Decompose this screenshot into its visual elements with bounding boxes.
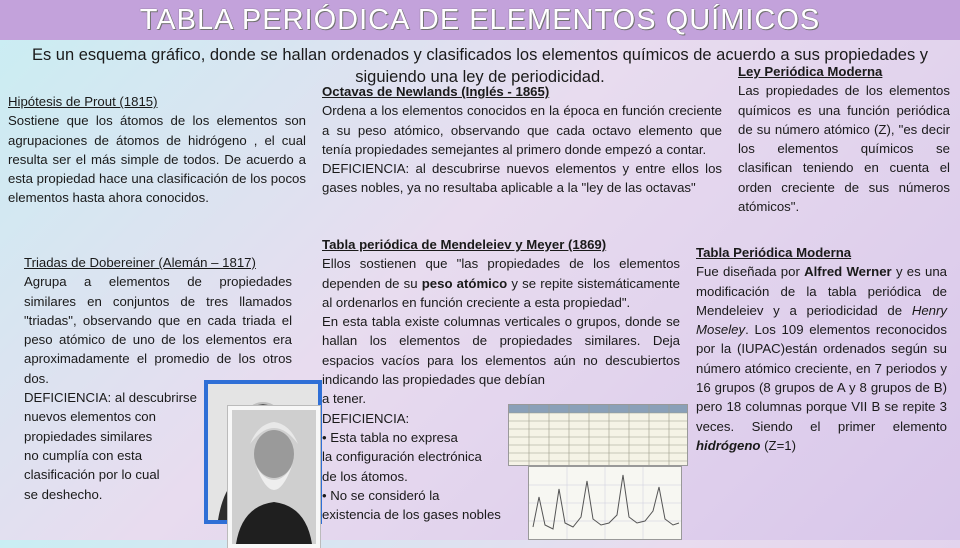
dobereiner-text: Agrupa a elementos de propiedades similares en conjuntos de tres llamados "triadas", observando que en cada triada el peso atómico de uno de los elementos era aproximadamente el promedio de los otros dos. — [24, 274, 292, 386]
mendeleiev-deficiency-line: la configuración electrónica — [322, 449, 482, 465]
dobereiner-heading: Triadas de Dobereiner (Alemán – 1817) — [24, 255, 256, 270]
moderna-hydrogen: hidrógeno — [696, 437, 761, 453]
dobereiner-deficiency-line: clasificación por lo cual — [24, 467, 160, 483]
mendeleiev-text — [322, 254, 680, 312]
dobereiner-deficiency-line: no cumplía con esta — [24, 447, 143, 463]
dobereiner-deficiency-line: se deshecho. — [24, 486, 103, 502]
moderna-text-part3: . Los 109 elementos reconocidos por la (IUPAC)están ordenados según su número atómico creciente, en 7 periodos y 16 grupos (8 grupos de A y 8 grupos de B) pero 18 columnas porque VII B se repite 3 veces. Siendo el primer elemento — [696, 322, 947, 434]
mendeleiev-deficiency-line: de los átomos. — [322, 468, 408, 484]
atomic-volume-graph-drawing — [529, 467, 681, 539]
prout-heading: Hipótesis de Prout (1815) — [8, 94, 158, 109]
moderna-text-part2: y es una modificación de la tabla periódica de Mendeleiev y a periodicidad de — [696, 264, 947, 318]
ley-section — [738, 62, 950, 216]
portrait-mendeleiev-image — [232, 410, 316, 544]
newlands-text: Ordena a los elementos conocidos en la época en función creciente a su peso atómico, observando que cada octavo elemento que tenía propiedades semejantes al primero donde empezó a contar. — [322, 103, 722, 157]
ley-text: Las propiedades de los elementos químicos es una función periódica de su número atómico (Z), "es decir los elementos químicos se clasifican teniendo en cuenta el orden creciente de sus números atómicos". — [738, 83, 950, 215]
mendeleiev-deficiency-line: existencia de los gases nobles — [322, 507, 501, 523]
intro-text: Es un esquema gráfico, donde se hallan ordenados y clasificados los elementos químicos de acuerdo a sus propiedades y siguiendo una ley de periodicidad. — [31, 46, 929, 86]
dobereiner-deficiency-line: propiedades similares — [24, 428, 153, 444]
page-title: TABLA PERIÓDICA DE ELEMENTOS QUÍMICOS — [139, 4, 821, 36]
prout-text: Sostiene que los átomos de los elementos son agrupaciones de átomos de hidrógeno , el cual resulta ser el más simple de todos. De acuerdo a esta propiedad hace una clasificación de los pocos elementos hasta ahora conocidos. — [8, 113, 306, 206]
mendeleiev-deficiency-line: • No se consideró la — [322, 487, 440, 503]
prout-section — [8, 92, 306, 208]
moderna-section — [696, 243, 947, 455]
moderna-werner: Alfred Werner — [804, 264, 892, 280]
mendeleiev-bold-term: peso atómico — [421, 275, 508, 291]
mendeleiev-deficiency-line: DEFICIENCIA: — [322, 410, 410, 426]
mendeleiev-heading: Tabla periódica de Mendeleiev y Meyer (1869) — [322, 237, 607, 252]
mendeleiev-text2: En esta tabla existe columnas verticales o grupos, donde se hallan los elementos de propiedades similares. Deja espacios vacíos para los elementos aún no descubiertos indicando las propiedades que debían — [322, 314, 680, 388]
moderna-text-part4: (Z=1) — [764, 437, 797, 453]
atomic-volume-graph-image — [528, 466, 682, 540]
moderna-heading: Tabla Periódica Moderna — [696, 245, 852, 260]
mendeleiev-deficiency-line: a tener. — [322, 391, 366, 407]
title-bar — [0, 0, 960, 40]
newlands-heading: Octavas de Newlands (Inglés - 1865) — [322, 84, 550, 99]
moderna-text-part1: Fue diseñada por — [696, 264, 800, 280]
newlands-section — [322, 82, 722, 198]
dobereiner-deficiency-line: DEFICIENCIA: al descubrirse — [24, 390, 197, 406]
mendeleiev-text-end: y se repite sistemáticamente al ordenarlos en función creciente a esta propiedad". — [322, 275, 680, 310]
moderna-text — [696, 262, 947, 455]
mendeleiev-table-image — [508, 404, 688, 466]
mendeleiev-text-start: Ellos sostienen que "las propiedades de los elementos dependen de su — [322, 256, 680, 291]
moderna-moseley: Henry Moseley — [696, 302, 947, 338]
portrait-mendeleiev — [228, 406, 320, 548]
dobereiner-deficiency-line: nuevos elementos con — [24, 409, 156, 425]
mendeleiev-table-drawing — [509, 405, 687, 465]
newlands-deficiency: DEFICIENCIA: al descubrirse nuevos elementos y entre ellos los gases nobles, ya no resultaba aplicable a la "ley de las octavas" — [322, 161, 722, 196]
ley-heading: Ley Periódica Moderna — [738, 64, 883, 79]
mendeleiev-deficiency-line: • Esta tabla no expresa — [322, 429, 458, 445]
